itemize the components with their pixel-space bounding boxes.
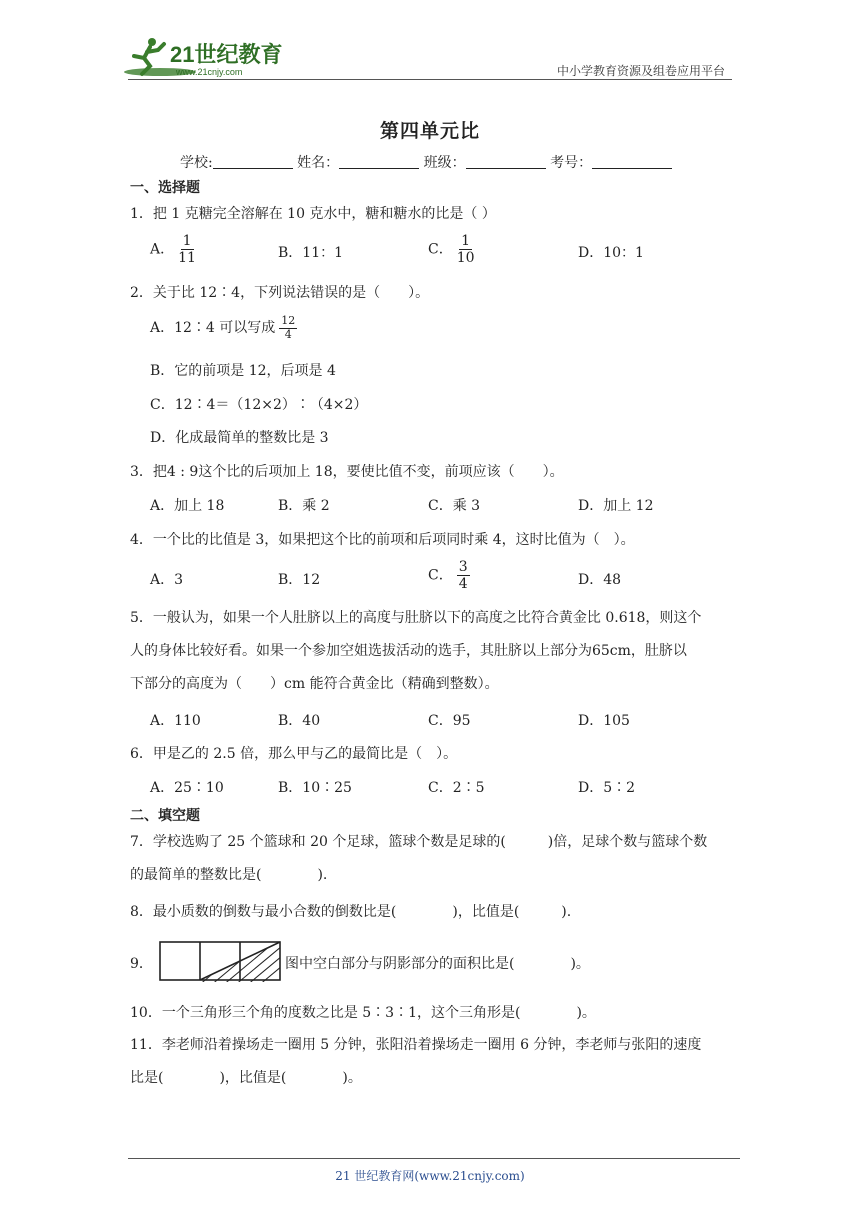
question-7: 7．学校选购了 25 个篮球和 20 个足球，篮球个数是足球的( )倍，足球个数与篮球个数 的最简单的整数比是( ). <box>130 834 708 883</box>
question-9-number: 9． <box>130 956 153 972</box>
school-blank <box>213 154 293 169</box>
q2-option-d: D．化成最简单的整数比是 3 <box>150 430 329 446</box>
name-label: 姓名： <box>297 155 340 171</box>
question-5: 5．一般认为，如果一个人肚脐以上的高度与肚脐以下的高度之比符合黄金比 0.618，则这个 人的身体比较好看。如果一个参加空姐选拔活动的选手，其肚脐以上部分为65cm，肚脐以 下部分的高度为（ ）cm 能符合黄金比（精确到整数）。 <box>130 610 702 692</box>
q3-option-d: D．加上 12 <box>578 498 654 514</box>
question-1: 1．把 1 克糖完全溶解在 10 克水中，糖和糖水的比是（ ） <box>130 206 496 222</box>
q2-option-b: B．它的前项是 12，后项是 4 <box>150 363 336 379</box>
q3-option-c: C．乘 3 <box>428 498 481 514</box>
q2-option-a: A．12∶4 可以写成 $\frac{12}{4}$ <box>150 314 296 341</box>
q4-option-d: D．48 <box>578 572 622 588</box>
q3-option-a: A．加上 18 <box>150 498 225 514</box>
q9-figure <box>158 940 282 986</box>
fraction: $\frac{1}{10}$ <box>456 233 475 267</box>
q6-option-a: A．25∶10 <box>150 780 224 796</box>
q2-option-c: C．12∶4＝（12×2）∶（4×2） <box>150 397 368 413</box>
q5-option-b: B．40 <box>278 713 321 729</box>
exam-no-label: 考号： <box>550 155 593 171</box>
header-divider <box>128 79 732 80</box>
q3-option-b: B．乘 2 <box>278 498 330 514</box>
question-10: 10．一个三角形三个角的度数之比是 5∶3∶1，这个三角形是( )。 <box>130 1005 596 1021</box>
q4-option-b: B．12 <box>278 572 321 588</box>
q6-option-b: B．10∶25 <box>278 780 352 796</box>
q1-option-c: C． $\frac{1}{10}$ <box>428 233 475 267</box>
fraction: $\frac{3}{4}$ <box>458 559 468 593</box>
q6-option-d: D．5∶2 <box>578 780 636 796</box>
footer-divider <box>128 1158 740 1159</box>
class-blank <box>466 154 546 169</box>
student-info-line <box>180 152 672 172</box>
q1-option-a: A． $\frac{1}{11}$ <box>150 233 196 267</box>
question-3: 3．把4 : 9这个比的后项加上 18，要使比值不变，前项应该（ ）。 <box>130 464 564 480</box>
question-8: 8．最小质数的倒数与最小合数的倒数比是( )，比值是( ). <box>130 904 572 920</box>
q6-option-c: C．2∶5 <box>428 780 485 796</box>
section-heading-fill: 二、填空题 <box>130 808 200 824</box>
fraction: $\frac{1}{11}$ <box>178 233 196 267</box>
svg-text:www.21cnjy.com: www.21cnjy.com <box>176 67 243 77</box>
q1-option-d: D．10：1 <box>578 245 644 261</box>
fraction: $\frac{12}{4}$ <box>281 314 296 341</box>
q4-option-c: C． $\frac{3}{4}$ <box>428 559 468 593</box>
exam-no-blank <box>592 154 672 169</box>
question-4: 4．一个比的比值是 3，如果把这个比的前项和后项同时乘 4，这时比值为（ ）。 <box>130 532 635 548</box>
q1-option-b: B．11：1 <box>278 245 344 261</box>
q5-option-c: C．95 <box>428 713 471 729</box>
svg-text:21世纪教育: 21世纪教育 <box>170 42 283 67</box>
question-11: 11．李老师沿着操场走一圈用 5 分钟，张阳沿着操场走一圈用 6 分钟，李老师与张阳的速度 比是( )，比值是( )。 <box>130 1037 702 1086</box>
school-label: 学校: <box>180 155 213 171</box>
q5-option-a: A．110 <box>150 713 201 729</box>
question-6: 6．甲是乙的 2.5 倍，那么甲与乙的最简比是（ ）。 <box>130 746 458 762</box>
footer-text: 21 世纪教育网(www.21cnjy.com) <box>335 1169 525 1183</box>
section-heading-choice: 一、选择题 <box>130 180 200 196</box>
q4-option-a: A．3 <box>150 572 184 588</box>
class-label: 班级： <box>423 155 466 171</box>
platform-tagline: 中小学教育资源及组卷应用平台 <box>556 64 725 78</box>
runner-logo-icon <box>120 34 295 80</box>
q5-option-d: D．105 <box>578 713 630 729</box>
question-9: 图中空白部分与阴影部分的面积比是( )。 <box>285 956 590 972</box>
question-2: 2．关于比 12∶4，下列说法错误的是（ ）。 <box>130 285 430 301</box>
logo <box>120 34 295 80</box>
page-title: 第四单元比 <box>379 120 480 142</box>
name-blank <box>339 154 419 169</box>
